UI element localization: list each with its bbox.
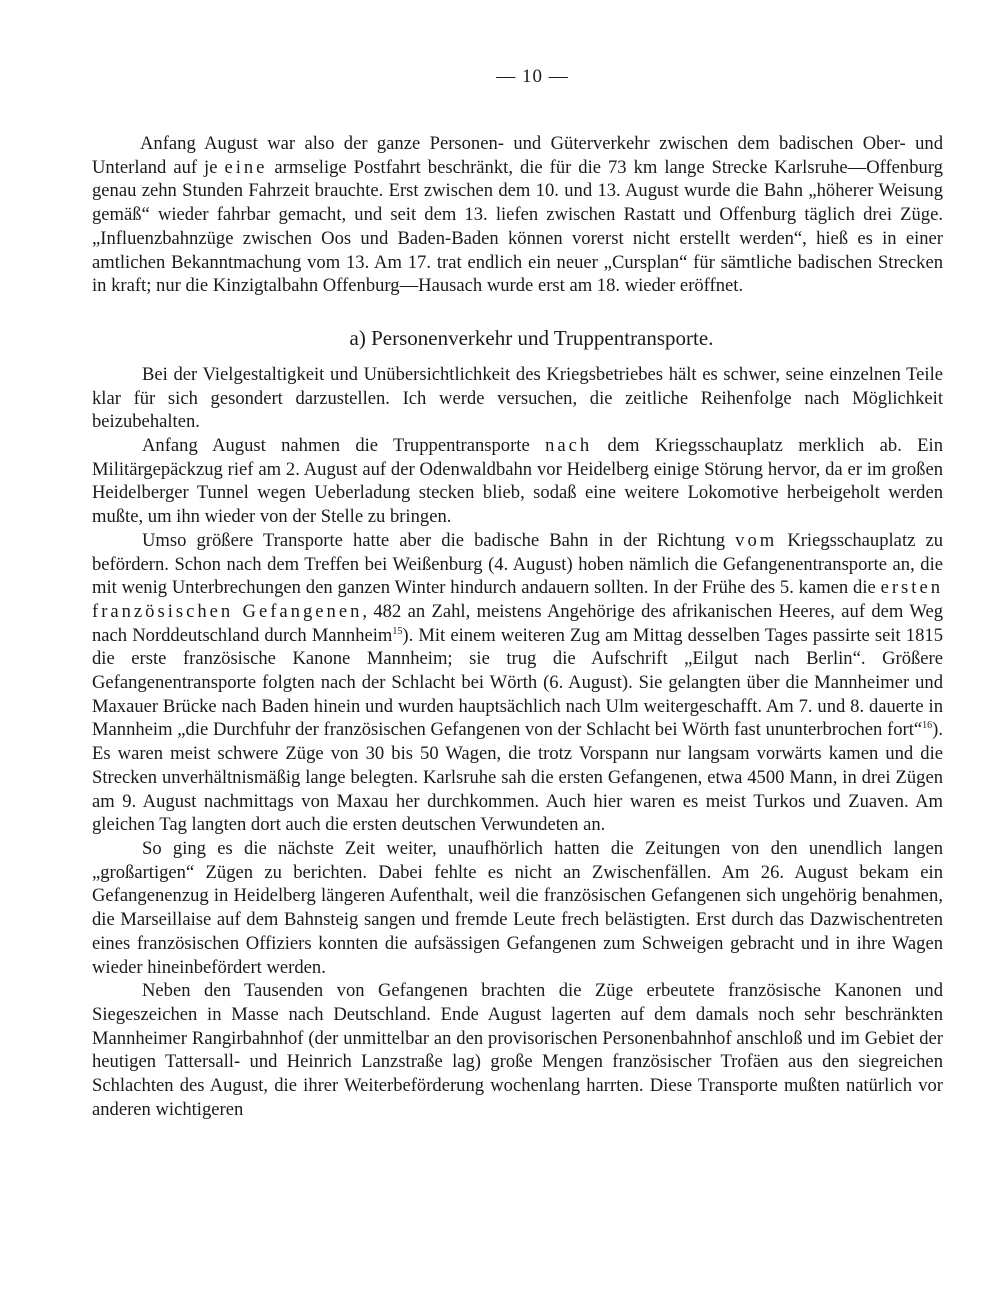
text-run: Umso größere Transporte hatte aber die badische Bahn in der Richtung: [142, 529, 736, 551]
paragraph-3: [92, 529, 943, 837]
text-run: dem Kriegsschauplatz merklich ab. Ein Militärgepäckzug rief am 2. August auf der Odenwaldbahn vor Heidelberg einige Störung hervor, da er im großen Heidelberger Tunnel wegen Ueberladung stecken blieb, sodaß eine weitere Lokomotive herbeigeholt werden mußte, um ihn wieder von der Stelle zu bringen.: [92, 435, 944, 528]
paragraph-2: [92, 434, 943, 529]
text-run: Kriegsschauplatz zu befördern. Schon nach dem Treffen bei Weißenburg (4. August) hoben nämlich die Gefangenentransporte an, die mit wenig Unterbrechungen den ganzen Winter hindurch andauern sollten. In der Frühe des 5. kamen die: [92, 529, 943, 599]
intro-paragraph: [92, 132, 943, 298]
text-run: Anfang August war also der ganze Personen- und Güterverkehr zwischen dem badischen Ober- und Unterland auf je: [92, 133, 943, 178]
footnote-marker: 16: [922, 720, 933, 732]
text-run: armselige Postfahrt beschränkt, die für die 73 km lange Strecke Karlsruhe—Offenburg genau zehn Stunden Fahrzeit brauchte. Erst zwischen dem 10. und 13. August wurde die Bahn „höherer Weisung gemäß“ wieder fahrbar gemacht, und seit dem 13. liefen zwischen Rastatt und Offenburg täglich drei Züge. „Influenzbahnzüge zwischen Oos und Baden-Baden können vorerst nicht erstellt werden“, hieß es in einer amtlichen Bekanntmachung vom 13. Am 17. trat endlich ein neuer „Cursplan“ für sämtliche badischen Strecken in kraft; nur die Kinzigtalbahn Offenburg—Hausach wurde erst am 18. wieder eröffnet.: [92, 156, 943, 297]
paragraph-4: So ging es die nächste Zeit weiter, unaufhörlich hatten die Zeitungen von den unendlich langen „großartigen“ Zügen zu berichten. Dabei fehlte es nicht an Zwischenfällen. Am 26. August bekam ein Gefangenenzug in Heidelberg längeren Aufenthalt, weil die französischen Gefangenen sich ungehörig benahmen, die Marseillaise auf dem Bahnsteig sangen und fremde Leute frech belästigten. Erst durch das Dazwischentreten eines französischen Offiziers konnten die aufsässigen Gefangenen zum Schweigen gebracht und in ihre Wagen wieder hineinbefördert werden.: [92, 837, 943, 978]
paragraph-5: Neben den Tausenden von Gefangenen brachten die Züge erbeutete französische Kanonen und Siegeszeichen in Masse nach Deutschland. Ende August lagerten auf dem damals noch sehr beschränkten Mannheimer Rangirbahnhof (der unmittelbar an den provisorischen Personenbahnhof anschloß und im Gebiet der heutigen Tattersall- und Heinrich Lanzstraße lag) große Mengen französischer Trofäen aus den siegreichen Schlachten des August, die ihrer Weiterbeförderung wochenlang harrten. Diese Transporte mußten natürlich vor anderen wichtigeren: [92, 980, 943, 1120]
page-number: — 10 —: [496, 66, 569, 87]
section-heading: a) Personenverkehr und Truppentransporte.: [349, 325, 714, 350]
text-run: ). Es waren meist schwere Züge von 30 bis 50 Wagen, die trotz Vorspann nur langsam vorwärts kamen und die Strecken unverhältnismäßig lange belegten. Karlsruhe sah die ersten Gefangenen, etwa 4500 Mann, in drei Zügen am 9. August nachmittags von Maxau her durchkommen. Auch hier waren es meist Turkos und Zuaven. Am gleichen Tag langten dort auch die ersten deutschen Verwundeten an.: [92, 719, 943, 836]
emphasis-text: eine: [224, 156, 268, 178]
text-run: ). Mit einem weiteren Zug am Mittag desselben Tages passirte seit 1815 die erste französische Kanone Mannheim; sie trug die Aufschrift „Eilgut nach Berlin“. Größere Gefangenentransporte folgten nach der Schlacht bei Wörth (6. August). Sie gelangten über die Mannheimer und Maxauer Brücke nach Baden hinein und wurden hauptsächlich nach Ulm weitergeschafft. Am 7. und 8. dauerte in Mannheim „die Durchfuhr der französischen Gefangenen von der Schlacht bei Wörth fast ununterbrochen fort“: [92, 624, 943, 741]
emphasis-text: vom: [735, 529, 778, 551]
paragraph-1: Bei der Vielgestaltigkeit und Unübersichtlichkeit des Kriegsbetriebes hält es schwer, seine einzelnen Teile klar für sich gesondert darzustellen. Ich werde versuchen, die zeitliche Reihenfolge nach Möglichkeit beizubehalten.: [92, 363, 943, 433]
emphasis-text: ersten französischen Gefangenen: [92, 577, 943, 622]
text-run: Anfang August nahmen die Truppentransporte: [142, 435, 546, 457]
emphasis-text: nach: [545, 435, 593, 457]
footnote-marker: 15: [392, 625, 403, 637]
text-run: , 482 an Zahl, meistens Angehörige des afrikanischen Heeres, auf dem Weg nach Norddeutschland durch Mannheim: [92, 600, 943, 646]
